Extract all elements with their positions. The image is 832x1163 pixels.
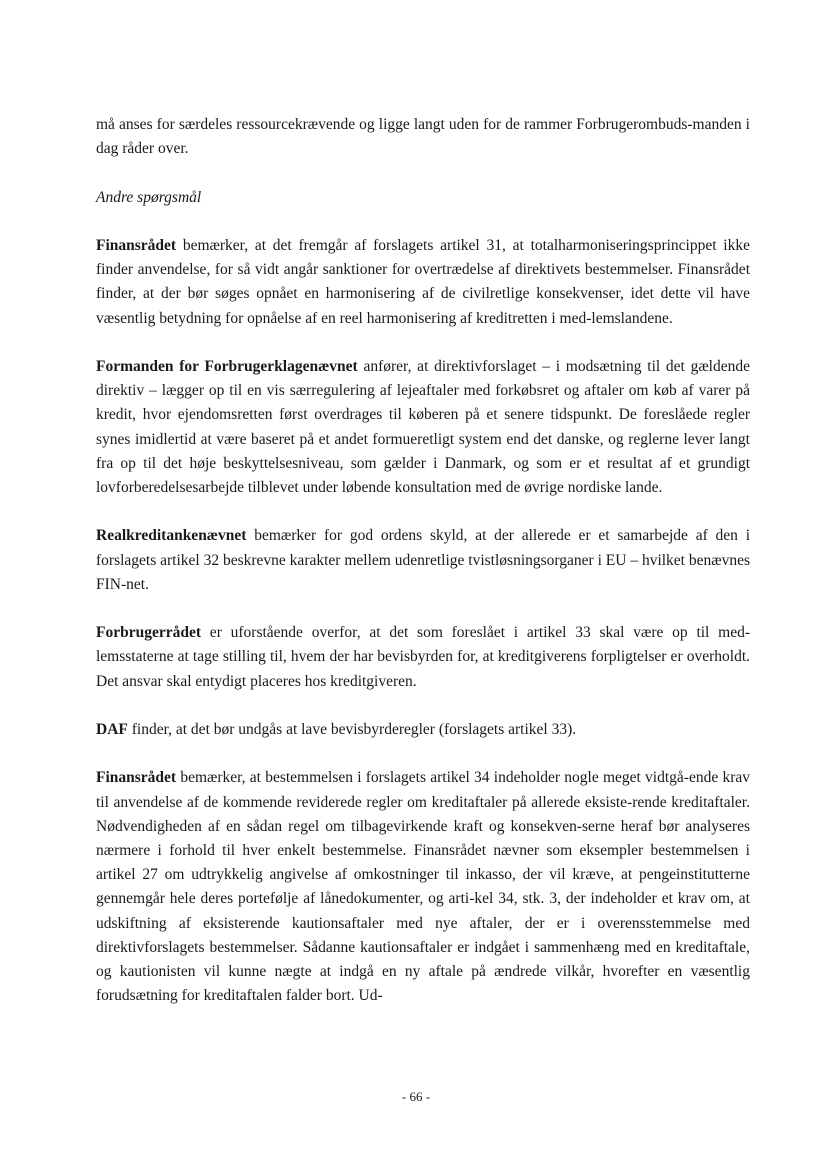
paragraph-continuation bbox=[96, 113, 750, 161]
page-number: - 66 - bbox=[401, 1089, 431, 1104]
paragraph-realkreditankenaevnet bbox=[96, 524, 750, 597]
paragraph-text: bemærker, at det fremgår af forslagets artikel 31, at totalharmoniseringsprincippet ikke finder anvendelse, for så vidt angår sanktioner for overtrædelse af direktivets bestemmelser. Finansrådet finder, at der bør søges opnået en harmonisering af de civilretlige konsekvenser, idet dette vil have væsentlig betydning for opnåelse af en reel harmonisering af kreditretten i med-lemslandene. bbox=[96, 236, 750, 327]
paragraph-daf bbox=[96, 718, 750, 742]
paragraph-text: bemærker, at bestemmelsen i forslagets artikel 34 indeholder nogle meget vidtgå-ende krav til anvendelse af de kommende reviderede regler om kreditaftaler på allerede eksiste-rende kreditaftaler. Nødvendigheden af en sådan regel om tilbagevirkende kraft og konsekven-serne heraf bør analyseres nærmere i forhold til hver enkelt bestemmelse. Finansrådet nævner som eksempler bestemmelsen i artikel 27 om udtrykkelig angivelse af omkostninger til inkasso, der vil kræve, at pengeinstitutterne gennemgår hele deres portefølje af lånedokumenter, og arti-kel 34, stk. 3, der indeholder et krav om, at udskiftning af eksisterende kautionsaftaler med nye aftaler, der er i overensstemmelse med direktivforslagets bestemmelser. Sådanne kautionsaftaler er indgået i sammenhæng med en kreditaftale, og kautionisten vil kunne nægte at indgå en ny aftale på ændrede vilkår, hvorefter en væsentlig forudsætning for kreditaftalen falder bort. Ud- bbox=[96, 769, 750, 1005]
paragraph-text: må anses for særdeles ressourcekrævende og ligge langt uden for de rammer Forbrugerombuds-manden i dag råder over. bbox=[96, 116, 750, 158]
paragraph-lead: Finansrådet bbox=[96, 236, 177, 254]
paragraph-text: er uforstående overfor, at det som foreslået i artikel 33 skal være op til med-lemsstaterne at tage stilling til, hvem der har bevisbyrden for, at kreditgiverens forpligtelser er overholdt. Det ansvar skal entydigt placeres hos kreditgiveren. bbox=[96, 624, 750, 690]
paragraph-lead: Forbrugerrådet bbox=[96, 624, 202, 642]
paragraph-lead: Formanden for Forbrugerklagenævnet bbox=[96, 357, 358, 375]
paragraph-lead: Realkreditankenævnet bbox=[96, 527, 247, 545]
paragraph-finansraadet-art31 bbox=[96, 234, 750, 331]
paragraph-lead: Finansrådet bbox=[96, 769, 177, 787]
paragraph-forbrugerraadet bbox=[96, 621, 750, 694]
paragraph-text: anfører, at direktivforslaget – i modsætning til det gældende direktiv – lægger op til en vis særregulering af lejeaftaler med forkøbsret og aftaler om køb af varer på kredit, hvor ejendomsretten først overdrages til køberen på et senere tidspunkt. De foreslåede regler synes imidlertid at være baseret på et andet formueretligt system end det danske, og reglerne lever langt fra op til det høje beskyttelsesniveau, som gælder i Danmark, og som er et resultat af et grundigt lovforberedelsesarbejde tilblevet under løbende konsultation med de øvrige nordiske lande. bbox=[96, 357, 750, 496]
section-heading: Andre spørgsmål bbox=[96, 188, 202, 206]
document-body bbox=[96, 113, 750, 1033]
paragraph-text: finder, at det bør undgås at lave bevisbyrderegler (forslagets artikel 33). bbox=[127, 720, 577, 738]
paragraph-finansraadet-art34 bbox=[96, 766, 750, 1008]
paragraph-forbrugerklagenaevnet bbox=[96, 355, 750, 500]
paragraph-text: bemærker for god ordens skyld, at der allerede er et samarbejde af den i forslagets artikel 32 beskrevne karakter mellem udenretlige tvistløsningsorganer i EU – hvilket benævnes FIN-net. bbox=[96, 527, 750, 593]
paragraph-lead: DAF bbox=[96, 720, 128, 738]
